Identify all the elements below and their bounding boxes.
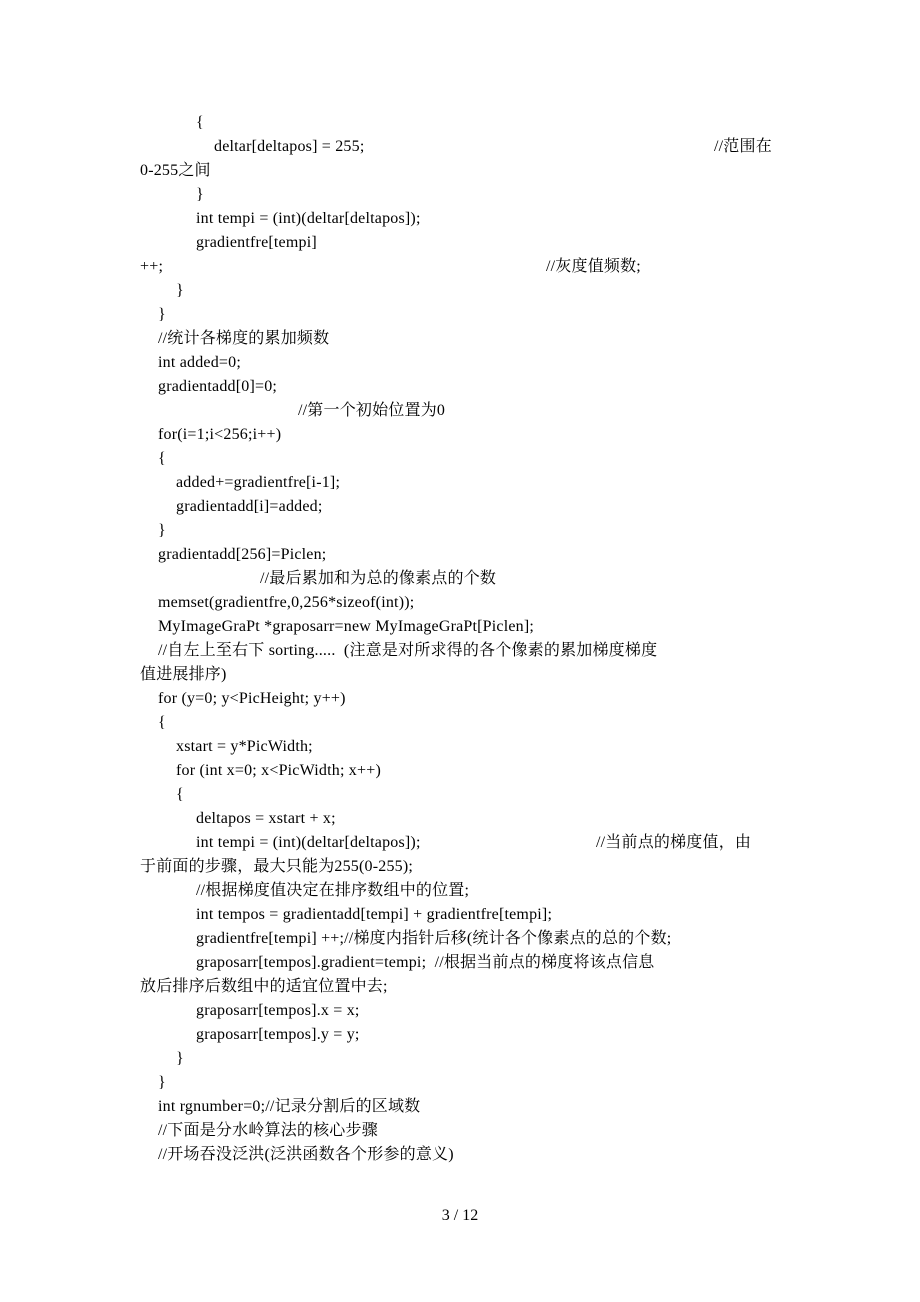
code-line: deltapos = xstart + x; <box>196 810 336 827</box>
code-line: } <box>176 1050 184 1067</box>
code-line: gradientadd[256]=Piclen; <box>158 546 327 563</box>
code-line: { <box>196 114 204 131</box>
code-comment: //根据梯度值决定在排序数组中的位置; <box>196 882 470 899</box>
code-line: gradientfre[tempi] ++;//梯度内指针后移(统计各个像素点的总的个数; <box>196 930 672 947</box>
code-line: MyImageGraPt *graposarr=new MyImageGraPt[Piclen]; <box>158 618 535 635</box>
code-line: } <box>176 282 184 299</box>
code-line: memset(gradientfre,0,256*sizeof(int)); <box>158 594 415 611</box>
code-line: int tempi = (int)(deltar[deltapos]); <box>196 834 421 851</box>
code-line: { <box>158 450 166 467</box>
code-comment: //当前点的梯度值，由 <box>596 834 752 851</box>
code-line: { <box>176 786 184 803</box>
code-line: graposarr[tempos].gradient=tempi; //根据当前点的梯度将该点信息 <box>196 954 655 971</box>
code-line: for (int x=0; x<PicWidth; x++) <box>176 762 381 779</box>
code-line: for (y=0; y<PicHeight; y++) <box>158 690 346 707</box>
code-comment: 于前面的步骤，最大只能为255(0-255); <box>140 858 414 875</box>
code-line: int tempos = gradientadd[tempi] + gradientfre[tempi]; <box>196 906 553 923</box>
code-line: } <box>158 522 166 539</box>
code-line: int tempi = (int)(deltar[deltapos]); <box>196 210 421 227</box>
code-line: 0-255之间 <box>140 162 211 179</box>
code-comment: //开场吞没泛洪(泛洪函数各个形参的意义) <box>158 1146 454 1163</box>
code-line: gradientadd[i]=added; <box>176 498 323 515</box>
code-comment: 放后排序后数组中的适宜位置中去; <box>140 978 388 995</box>
code-line: added+=gradientfre[i-1]; <box>176 474 341 491</box>
code-line: graposarr[tempos].x = x; <box>196 1002 360 1019</box>
code-comment: //第一个初始位置为0 <box>298 402 446 419</box>
code-line: } <box>158 306 166 323</box>
code-line: gradientadd[0]=0; <box>158 378 278 395</box>
code-line: } <box>158 1074 166 1091</box>
code-line: graposarr[tempos].y = y; <box>196 1026 360 1043</box>
code-line: for(i=1;i<256;i++) <box>158 426 282 443</box>
code-line: gradientfre[tempi] <box>196 234 317 251</box>
code-comment: //自左上至右下 sorting..... (注意是对所求得的各个像素的累加梯度梯度 <box>158 642 658 659</box>
code-line: int added=0; <box>158 354 241 371</box>
code-line: int rgnumber=0;//记录分割后的区域数 <box>158 1098 421 1115</box>
code-line: xstart = y*PicWidth; <box>176 738 313 755</box>
code-comment: //灰度值频数; <box>546 258 641 275</box>
code-comment: //最后累加和为总的像素点的个数 <box>260 570 497 587</box>
code-comment: //统计各梯度的累加频数 <box>158 330 330 347</box>
code-comment: 值进展排序) <box>140 666 227 683</box>
page-number: 3 / 12 <box>441 1207 479 1224</box>
code-line: } <box>196 186 204 203</box>
code-comment: //下面是分水岭算法的核心步骤 <box>158 1122 378 1139</box>
code-line: { <box>158 714 166 731</box>
code-comment: //范围在 <box>714 138 772 155</box>
code-line: deltar[deltapos] = 255; <box>214 138 365 155</box>
code-line: ++; <box>140 258 164 275</box>
